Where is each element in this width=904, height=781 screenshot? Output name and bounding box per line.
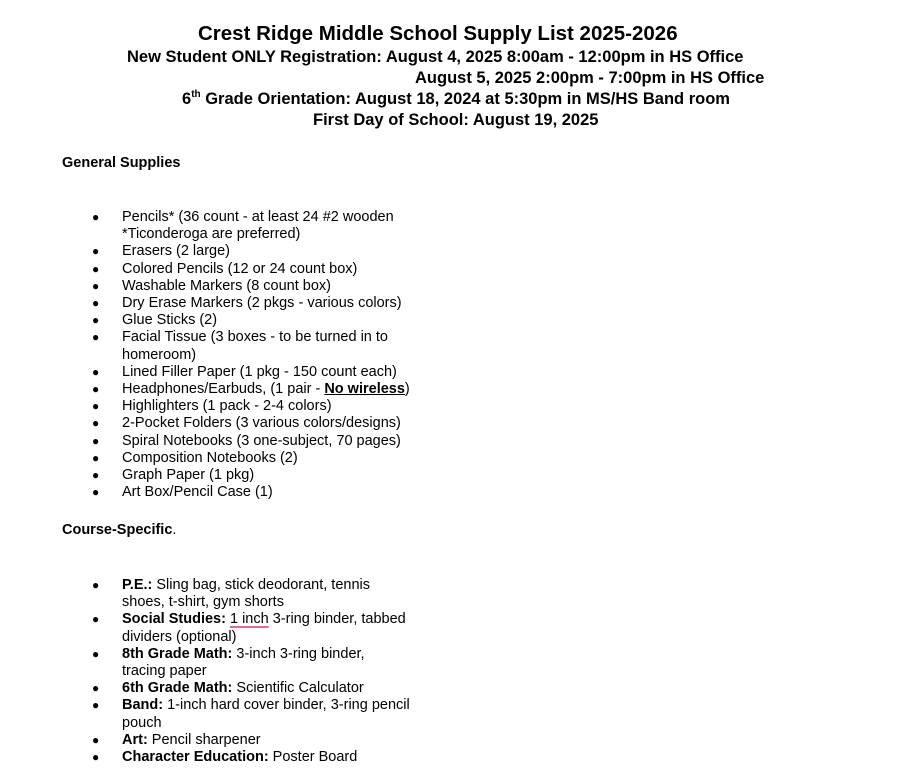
list-item: ● Headphones/Earbuds, (1 pair - No wireless) [92, 381, 410, 398]
bullet-icon: ● [92, 485, 100, 500]
bullet-icon: ● [92, 313, 100, 328]
bullet-icon: ● [92, 261, 100, 276]
bullet-icon: ● [92, 399, 100, 414]
orientation-line [182, 90, 730, 109]
list-item: ● Pencils* (36 count - at least 24 #2 wooden *Ticonderoga are preferred) [92, 209, 394, 243]
list-item: ● 2-Pocket Folders (3 various colors/designs) [92, 415, 401, 432]
bullet-icon: ● [92, 382, 100, 397]
bullet-icon: ● [92, 450, 100, 465]
list-item: ● Highlighters (1 pack - 2-4 colors) [92, 398, 332, 415]
no-wireless-emphasis: No wireless [324, 381, 405, 398]
list-item: ● Band: 1-inch hard cover binder, 3-ring pencil pouch [92, 697, 410, 731]
general-supplies-heading: General Supplies [62, 155, 181, 171]
bullet-icon: ● [92, 433, 100, 448]
general-supplies-list [62, 209, 482, 501]
list-item: ● P.E.: Sling bag, stick deodorant, tennis shoes, t-shirt, gym shorts [92, 577, 370, 611]
list-item: ● Composition Notebooks (2) [92, 449, 298, 466]
list-item: ● Washable Markers (8 count box) [92, 277, 331, 294]
registration-line-2: August 5, 2025 2:00pm - 7:00pm in HS Office [415, 69, 765, 87]
bullet-icon: ● [92, 578, 100, 592]
course-specific-list [62, 577, 482, 766]
bullet-icon: ● [92, 278, 100, 293]
list-item: ● 8th Grade Math: 3-inch 3-ring binder, tracing paper [92, 645, 365, 680]
bullet-icon: ● [92, 750, 100, 765]
first-day-line: First Day of School: August 19, 2025 [313, 111, 599, 129]
orientation-grade: 6 [182, 90, 192, 108]
list-item: ● 6th Grade Math: Scientific Calculator [92, 680, 364, 697]
course-specific-heading: Course-Specific. [62, 522, 177, 538]
list-item: ● Art: Pencil sharpener [92, 731, 261, 748]
bullet-icon: ● [92, 210, 100, 224]
bullet-icon: ● [92, 646, 100, 661]
bullet-icon: ● [92, 330, 100, 345]
list-item: ● Social Studies: 1 inch 3-ring binder, tabbed dividers (optional) [92, 611, 406, 645]
list-item: ● Character Education: Poster Board [92, 749, 358, 766]
bullet-icon: ● [92, 416, 100, 431]
bullet-icon: ● [92, 681, 100, 696]
bullet-icon: ● [92, 612, 100, 627]
bullet-icon: ● [92, 244, 100, 259]
bullet-icon: ● [92, 296, 100, 311]
list-item: ● Colored Pencils (12 or 24 count box) [92, 260, 358, 277]
list-item: ● Dry Erase Markers (2 pkgs - various colors) [92, 295, 402, 312]
bullet-icon: ● [92, 468, 100, 483]
page-title: Crest Ridge Middle School Supply List 2025-2026 [198, 22, 678, 45]
list-item: ● Erasers (2 large) [92, 243, 230, 260]
registration-line-1: New Student ONLY Registration: August 4, 2025 8:00am - 12:00pm in HS Office [127, 48, 744, 66]
bullet-icon: ● [92, 364, 100, 379]
orientation-text: Grade Orientation: August 18, 2024 at 5:30pm in MS/HS Band room [200, 90, 730, 108]
bullet-icon: ● [92, 698, 100, 713]
list-item: ● Art Box/Pencil Case (1) [92, 484, 273, 501]
orientation-grade-suffix: th [191, 89, 201, 100]
list-item: ● Graph Paper (1 pkg) [92, 467, 255, 484]
list-item: ● Spiral Notebooks (3 one-subject, 70 pages) [92, 432, 401, 449]
list-item: ● Glue Sticks (2) [92, 312, 218, 329]
list-item: ● Facial Tissue (3 boxes - to be turned in to homeroom) [92, 329, 388, 363]
spellcheck-highlight: 1 inch [229, 611, 269, 628]
list-item: ● Lined Filler Paper (1 pkg - 150 count each) [92, 363, 397, 380]
bullet-icon: ● [92, 732, 100, 747]
